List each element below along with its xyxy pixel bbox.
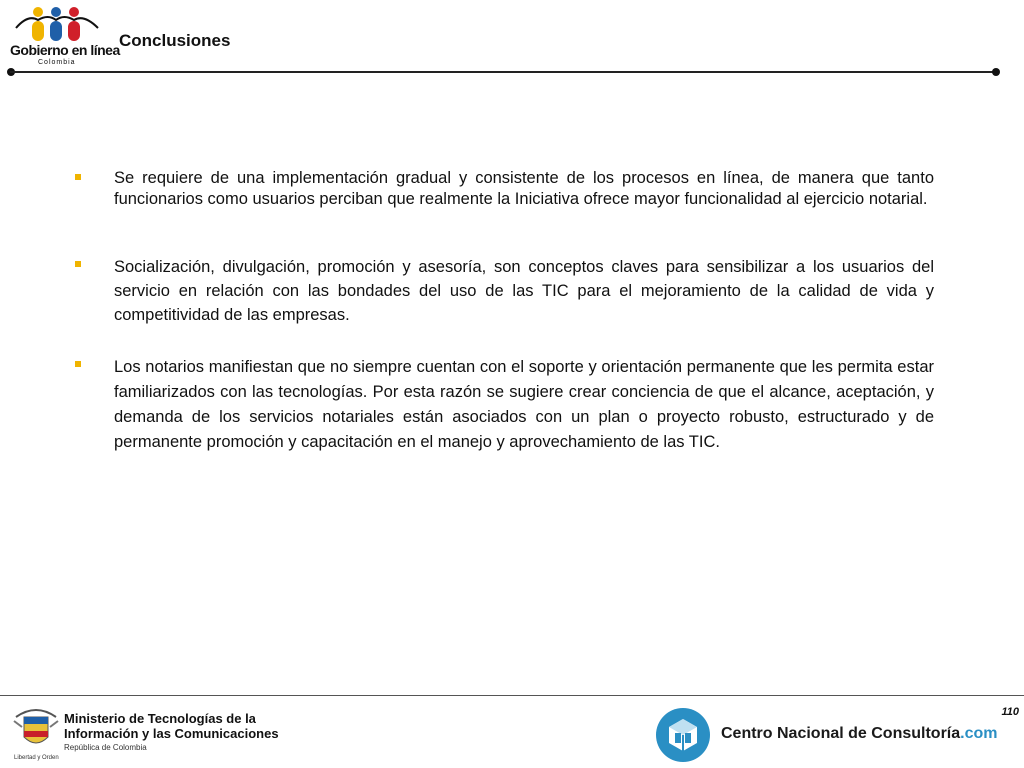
footer-divider xyxy=(0,695,1024,696)
page-number: 110 xyxy=(1001,706,1019,718)
ministry-country: República de Colombia xyxy=(64,743,147,752)
ministry-name-line2: Información y las Comunicaciones xyxy=(64,726,279,741)
header-divider xyxy=(10,71,996,73)
logo-subtext: Colombia xyxy=(38,59,76,66)
logo-text: Gobierno en línea xyxy=(10,42,120,58)
gobierno-en-linea-logo xyxy=(8,4,120,70)
cnc-logo xyxy=(655,707,1015,765)
list-item xyxy=(70,355,934,455)
coat-of-arms-icon xyxy=(12,703,60,755)
ministry-logo xyxy=(12,703,279,765)
cnc-name-main: Centro Nacional de Consultoría xyxy=(721,725,961,742)
cnc-name-suffix: .com xyxy=(960,725,998,742)
bullet-square-icon xyxy=(75,361,81,367)
bullet-square-icon xyxy=(75,174,81,180)
list-item xyxy=(70,168,934,210)
bullet-text: Los notarios manifiestan que no siempre cuentan con el soporte y orientación permanente que les permita estar familiarizados con las tecnologías. Por esta razón se sugiere crear conciencia de que el alcance, aceptación, y demanda de los servicios notariales están asociados con un plan o proyecto robusto, estructurado y de permanente promoción y capacitación en el manejo y aprovechamiento de las TIC. xyxy=(114,358,934,451)
list-item xyxy=(70,255,934,327)
page-title: Conclusiones xyxy=(119,31,231,50)
bullet-text: Socialización, divulgación, promoción y asesoría, son conceptos claves para sensibilizar a los usuarios del servicio en relación con las bondades del uso de las TIC para el mejoramiento de la calidad de vida y competitividad de las empresas. xyxy=(114,258,934,324)
bullet-text: Se requiere de una implementación gradual y consistente de los procesos en línea, de manera que tanto funcionarios como usuarios perciban que realmente la Iniciativa ofrece mayor funcionalidad al ejercicio notarial. xyxy=(114,169,934,208)
cnc-name xyxy=(721,725,997,743)
conclusions-list xyxy=(70,168,934,455)
rule-endpoint-right xyxy=(992,68,1000,76)
ministry-name-line1: Ministerio de Tecnologías de la xyxy=(64,711,256,726)
bullet-square-icon xyxy=(75,261,81,267)
ministry-motto: Libertad y Orden xyxy=(14,755,59,761)
cube-icon xyxy=(655,707,711,763)
